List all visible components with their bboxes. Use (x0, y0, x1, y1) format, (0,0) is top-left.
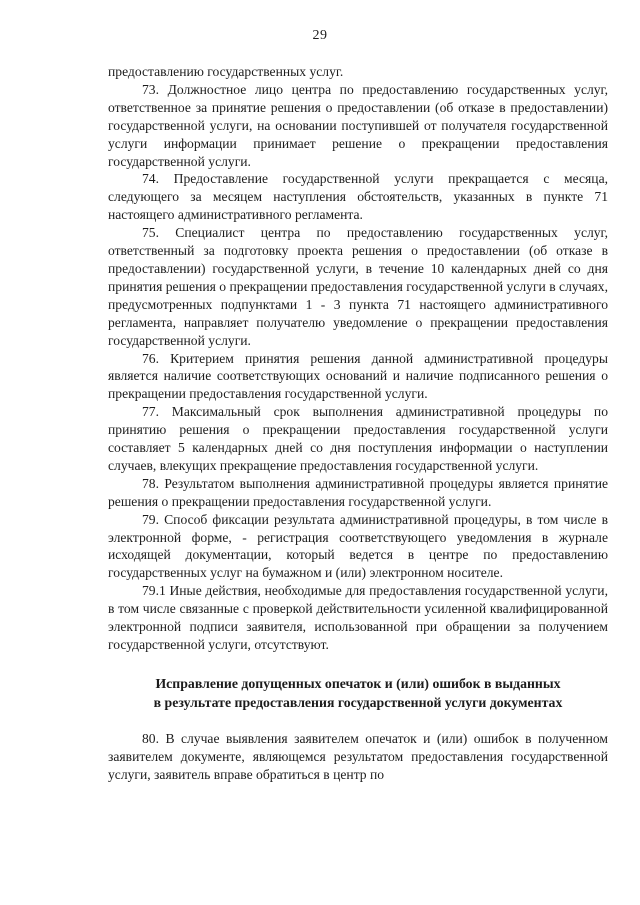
paragraph-continuation: предоставлению государственных услуг. (108, 64, 344, 79)
paragraph-79: 79. Способ фиксации результата административной процедуры, в том числе в электронной форме, - регистрация соответствующего уведомления в журнале исходящей документации, который ведется в центре по предоставлению государственных услуг на бумажном и (или) электронном носителе. (108, 511, 608, 581)
page-number: 29 (312, 28, 328, 43)
paragraph-73: 73. Должностное лицо центра по предоставлению государственных услуг, ответственное за принятие решения о предоставлении (об отказе в предоставлении) государственной услуги, на основании поступившей от получателя государственной услуги информации принимает решение о прекращении предоставления государственной услуги. (108, 81, 608, 169)
paragraph-80: 80. В случае выявления заявителем опечаток и (или) ошибок в полученном заявителем документе, являющемся результатом предоставления государственной услуги, заявитель вправе обратиться в центр по (108, 730, 608, 782)
section-heading-line-1: Исправление допущенных опечаток и (или) ошибок в выданных (155, 675, 561, 691)
document-body (108, 63, 608, 784)
section-heading (108, 674, 608, 712)
paragraph-74: 74. Предоставление государственной услуги прекращается с месяца, следующего за месяцем наступления обстоятельств, указанных в пункте 71 настоящего административного регламента. (108, 171, 608, 223)
paragraph-77: 77. Максимальный срок выполнения административной процедуры по принятию решения о прекращении предоставления государственной услуги составляет 5 календарных дней со дня поступления информации о наступлении случаев, влекущих прекращение предоставления государственной услуги. (108, 404, 608, 473)
paragraph-75: 75. Специалист центра по предоставлению государственных услуг, ответственный за подготовку проекта решения о предоставлении (об отказе в предоставлении) государственной услуги, в течение 10 календарных дней со дня принятия решения о прекращении предоставления государственной услуги в случаях, предусмотренных подпунктами 1 - 3 пункта 71 настоящего административного регламента, направляет получателю уведомление о прекращении предоставления государственной услуги. (108, 225, 608, 348)
paragraph-78: 78. Результатом выполнения административной процедуры является принятие решения о прекращении предоставления государственной услуги. (108, 475, 608, 509)
paragraph-76: 76. Критерием принятия решения данной административной процедуры является наличие соответствующих оснований и наличие подписанного решения о прекращении предоставления государственной услуги. (108, 350, 608, 402)
paragraph-79-1: 79.1 Иные действия, необходимые для предоставления государственной услуги, в том числе связанные с проверкой действительности усиленной квалифицированной электронной подписи заявителя, использованной при обращении за получением государственной услуги, отсутствуют. (108, 583, 608, 652)
section-heading-line-2: в результате предоставления государственной услуги документах (153, 694, 563, 710)
